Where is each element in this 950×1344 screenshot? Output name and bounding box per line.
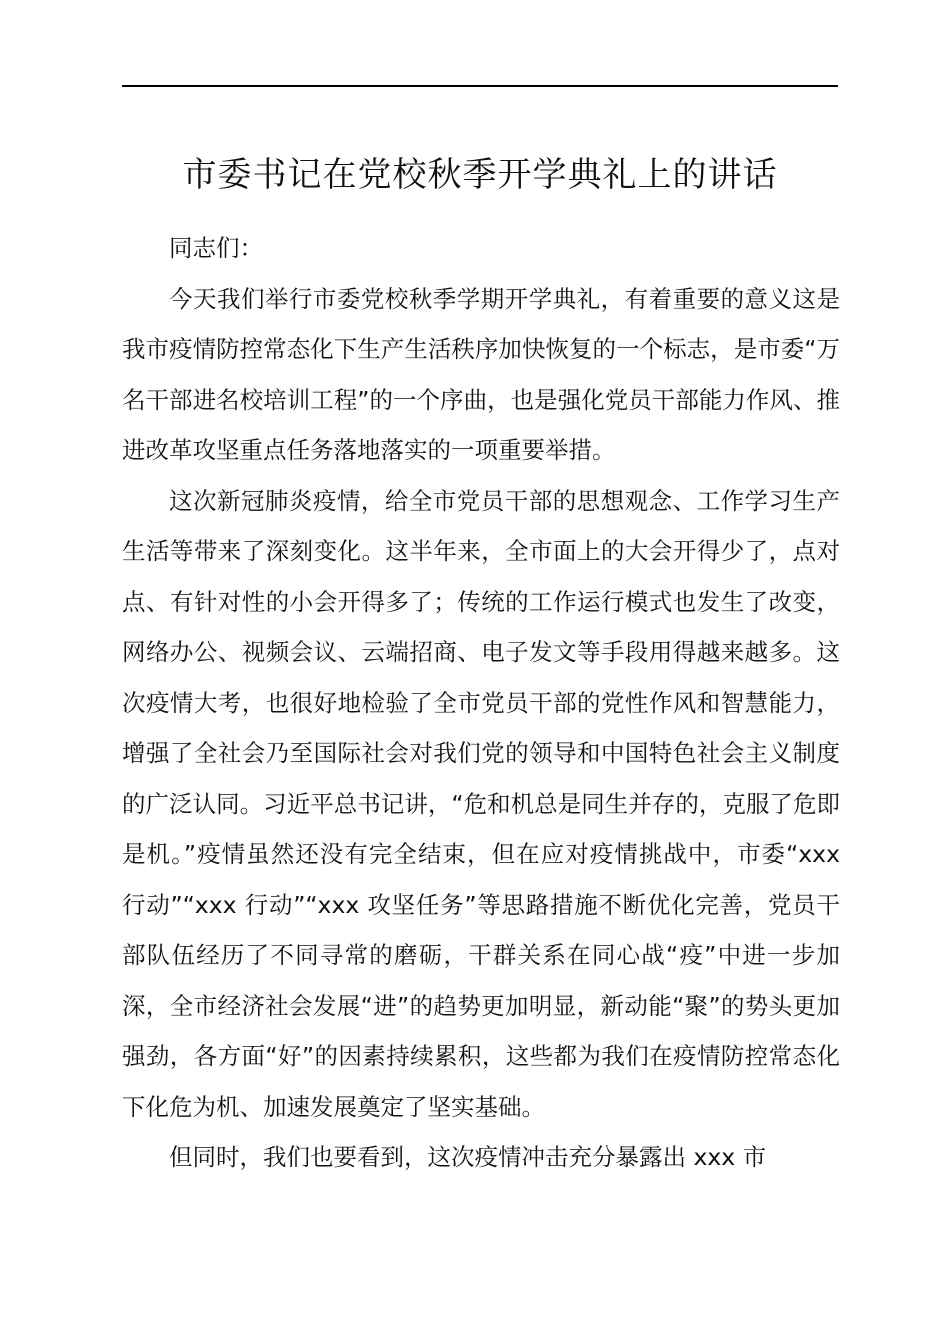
header-rule	[122, 85, 838, 87]
salutation: 同志们：	[169, 234, 263, 262]
paragraph-1: 今天我们举行市委党校秋季学期开学典礼，有着重要的意义这是我市疫情防控常态化下生产生活秩序加快恢复的一个标志，是市委“万名干部进名校培训工程”的一个序曲，也是强化党员干部能力作风、推进改革攻坚重点任务落地落实的一项重要举措。	[122, 284, 840, 464]
paragraph-3: 但同时，我们也要看到，这次疫情冲击充分暴露出 xxx 市	[169, 1143, 767, 1171]
document-body	[122, 223, 840, 1183]
document-title: 市委书记在党校秋季开学典礼上的讲话	[182, 155, 778, 195]
paragraph-2: 这次新冠肺炎疫情，给全市党员干部的思想观念、工作学习生产生活等带来了深刻变化。这半年来，全市面上的大会开得少了，点对点、有针对性的小会开得多了；传统的工作运行模式也发生了改变，网络办公、视频会议、云端招商、电子发文等手段用得越来越多。这次疫情大考，也很好地检验了全市党员干部的党性作风和智慧能力，增强了全社会乃至国际社会对我们党的领导和中国特色社会主义制度的广泛认同。习近平总书记讲，“危和机总是同生并存的，克服了危即是机。”疫情虽然还没有完全结束，但在应对疫情挑战中，市委“xxx 行动”“xxx 行动”“xxx 攻坚任务”等思路措施不断优化完善，党员干部队伍经历了不同寻常的磨砺，干群关系在同心战“疫”中进一步加深，全市经济社会发展“进”的趋势更加明显，新动能“聚”的势头更加强劲，各方面“好”的因素持续累积，这些都为我们在疫情防控常态化下化危为机、加速发展奠定了坚实基础。	[122, 486, 840, 1121]
